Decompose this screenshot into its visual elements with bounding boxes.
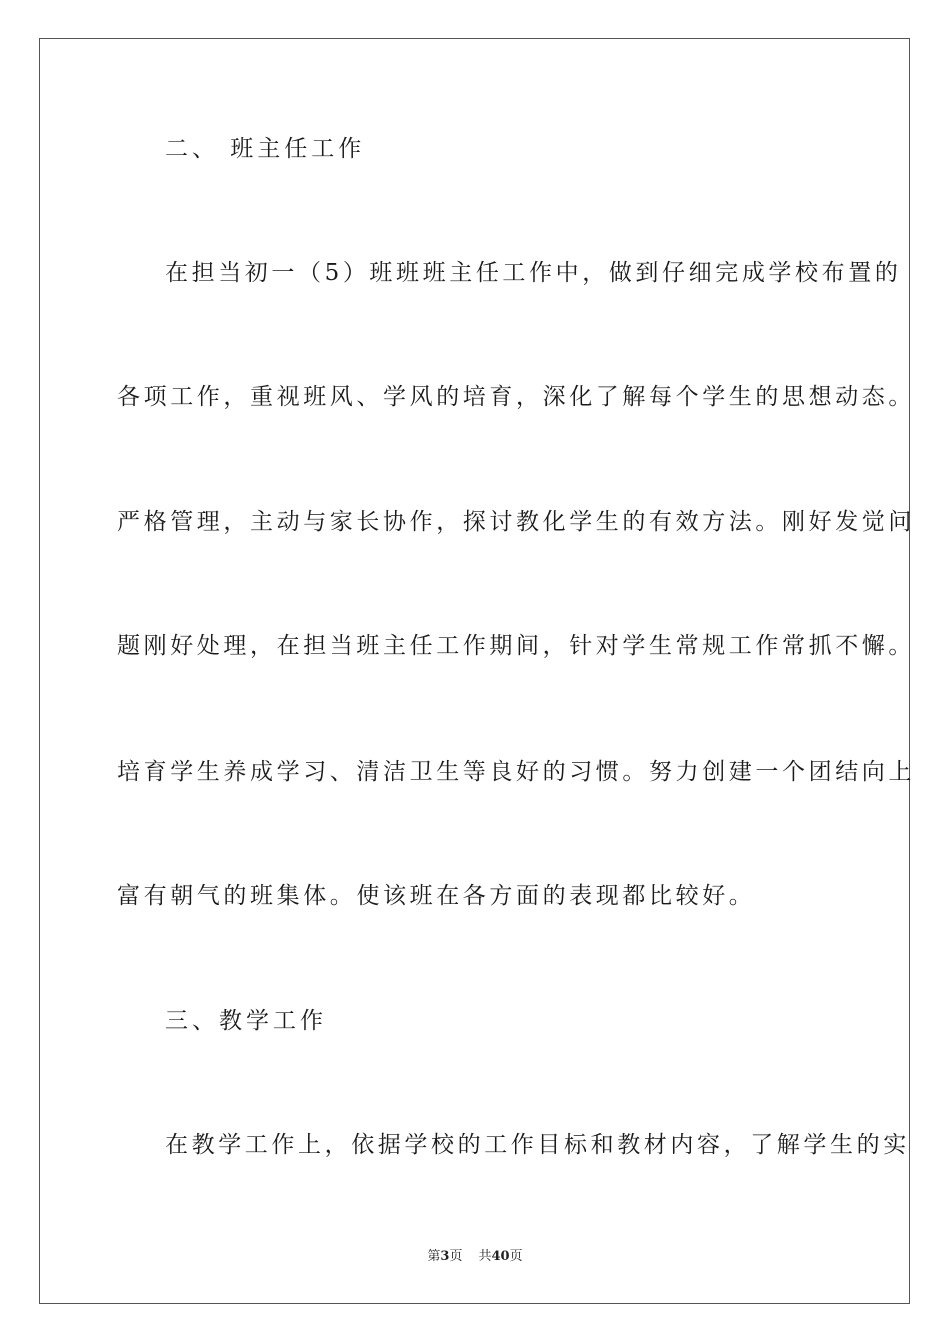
paragraph-line: 各项工作，重视班风、学风的培育，深化了解每个学生的思想动态。: [117, 384, 915, 410]
page-border: [39, 38, 915, 1304]
paragraph-line: 培育学生养成学习、清洁卫生等良好的习惯。努力创建一个团结向上: [117, 759, 915, 785]
paragraph-line: 在担当初一（5）班班班主任工作中，做到仔细完成学校布置的: [165, 260, 902, 286]
page-prefix: 第: [427, 1249, 441, 1264]
page-number: 3: [440, 1249, 450, 1264]
paragraph-line: 严格管理，主动与家长协作，探讨教化学生的有效方法。刚好发觉问: [117, 509, 915, 535]
paragraph-line: 富有朝气的班集体。使该班在各方面的表现都比较好。: [117, 883, 756, 909]
page-unit: 页: [449, 1249, 463, 1264]
paragraph-line: 在教学工作上，依据学校的工作目标和教材内容，了解学生的实: [165, 1132, 910, 1158]
total-unit: 页: [509, 1249, 523, 1264]
section-heading-teaching: 三、教学工作: [165, 1008, 327, 1034]
total-prefix: 共: [478, 1249, 492, 1264]
section-heading-class-teacher: 二、 班主任工作: [165, 136, 366, 162]
total-pages: 40: [491, 1249, 510, 1264]
page-footer: [0, 1248, 950, 1266]
paragraph-line: 题刚好处理，在担当班主任工作期间，针对学生常规工作常抓不懈。: [117, 633, 915, 659]
